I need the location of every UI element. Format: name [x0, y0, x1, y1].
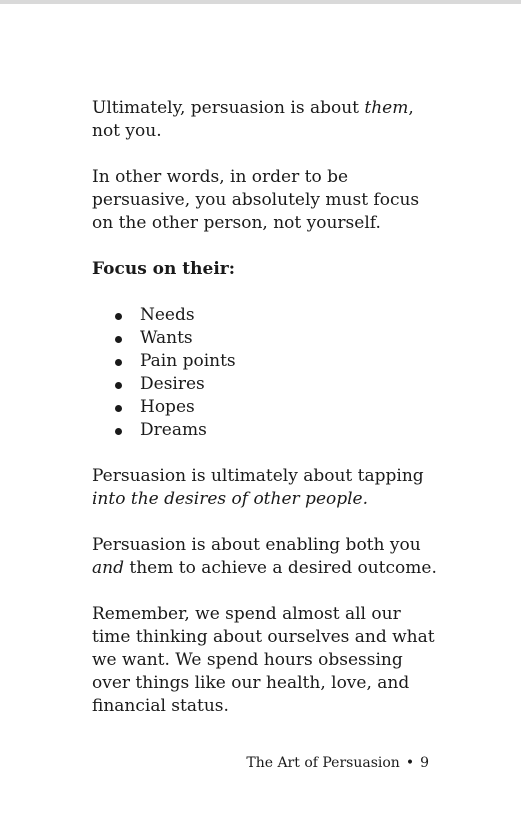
paragraph-1 [92, 97, 437, 143]
paragraph-1-tail: , not you. [92, 98, 414, 141]
paragraph-3-text: Persuasion is ultimately about tapping [92, 466, 424, 486]
list-item [92, 304, 437, 327]
focus-list [92, 304, 437, 442]
page-number: 9 [420, 755, 429, 771]
bullet-icon [115, 313, 122, 320]
bullet-icon [115, 336, 122, 343]
page-footer [92, 754, 429, 772]
footer-separator: • [405, 755, 415, 771]
book-title: The Art of Persuasion [246, 755, 400, 771]
bullet-icon [115, 359, 122, 366]
bullet-icon [115, 382, 122, 389]
paragraph-1-emphasis: them [364, 98, 409, 118]
list-item [92, 396, 437, 419]
paragraph-3 [92, 465, 437, 511]
paragraph-4-text: Persuasion is about enabling both you [92, 535, 421, 555]
list-item-label: Pain points [140, 351, 236, 371]
paragraph-4 [92, 534, 437, 580]
list-item-label: Desires [140, 374, 205, 394]
list-item-label: Hopes [140, 397, 195, 417]
paragraph-2: In other words, in order to be persuasive, you absolutely must focus on the other person, not yourself. [92, 167, 420, 233]
paragraph-4-tail: them to achieve a desired outcome. [123, 558, 437, 578]
list-item-label: Needs [140, 305, 195, 325]
list-item [92, 419, 437, 442]
top-border [0, 0, 521, 4]
paragraph-3-emphasis: into the desires of other people. [92, 489, 369, 509]
list-item-label: Dreams [140, 420, 207, 440]
page-body [92, 97, 437, 741]
paragraph-4-emphasis: and [92, 558, 124, 578]
bullet-icon [115, 405, 122, 412]
list-item-label: Wants [140, 328, 193, 348]
list-item [92, 327, 437, 350]
bullet-icon [115, 428, 122, 435]
paragraph-5: Remember, we spend almost all our time thinking about ourselves and what we want. We spend hours obsessing over things like our health, love, and financial status. [92, 604, 435, 716]
list-item [92, 373, 437, 396]
list-item [92, 350, 437, 373]
paragraph-1-text: Ultimately, persuasion is about [92, 98, 365, 118]
focus-heading: Focus on their: [92, 259, 236, 279]
